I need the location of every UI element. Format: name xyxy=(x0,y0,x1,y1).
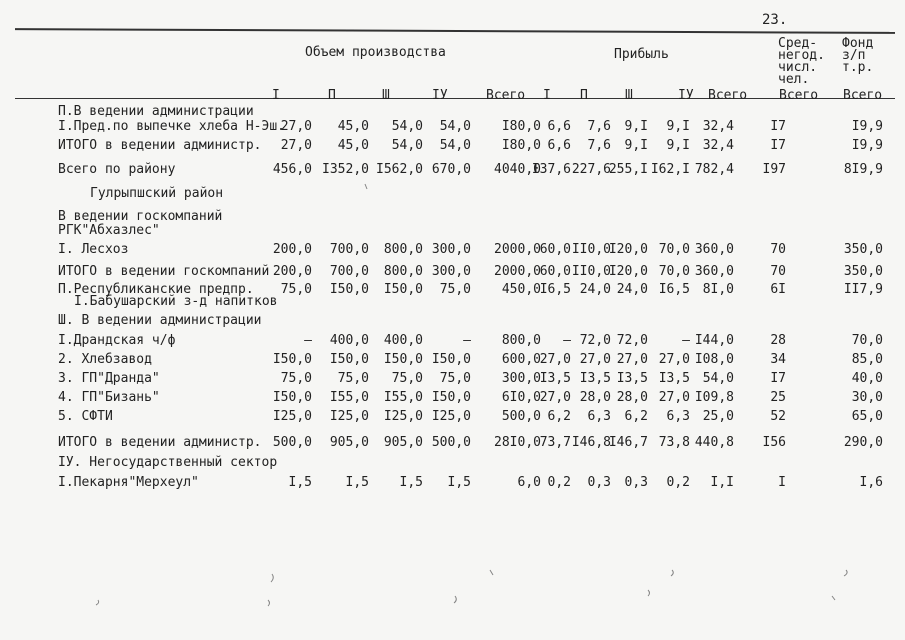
cell-value: 70,0 xyxy=(658,264,690,279)
cell-value: I,5 xyxy=(288,475,312,490)
cell-value: I62,I xyxy=(650,162,690,177)
cell-value: 54,0 xyxy=(439,119,471,134)
cell-value: 27,0 xyxy=(658,352,690,367)
cell-value: 60,0 xyxy=(539,242,571,257)
cell-value: 75,0 xyxy=(337,371,369,386)
enterprise-heading: I.Бабушарский з-д напитков xyxy=(74,294,278,309)
cell-value: I56 xyxy=(762,435,786,450)
cell-value: 0,2 xyxy=(666,475,690,490)
cell-value: I08,0 xyxy=(694,352,734,367)
cell-value: I44,0 xyxy=(694,333,734,348)
cell-value: 70 xyxy=(770,264,786,279)
cell-value: 600,0 xyxy=(501,352,541,367)
col-head: IУ xyxy=(432,88,448,103)
cell-value: 7,6 xyxy=(587,119,611,134)
row-label: I.Драндская ч/ф xyxy=(58,333,176,348)
cell-value: 360,0 xyxy=(694,264,734,279)
cell-value: 65,0 xyxy=(851,409,883,424)
cell-value: 70,0 xyxy=(851,333,883,348)
cell-value: 9,I xyxy=(624,138,648,153)
cell-value: I55,0 xyxy=(329,390,369,405)
cell-value: 800,0 xyxy=(383,264,423,279)
row-label: I.Пред.по выпечке хлеба Н-Эш. xyxy=(58,119,285,134)
cell-value: 24,0 xyxy=(616,282,648,297)
cell-value: 27,0 xyxy=(658,390,690,405)
table-row xyxy=(0,242,905,258)
cell-value: 75,0 xyxy=(439,371,471,386)
cell-value: 400,0 xyxy=(329,333,369,348)
cell-value: I80,0 xyxy=(501,119,541,134)
col-head: IУ xyxy=(678,88,694,103)
cell-value: 30,0 xyxy=(851,390,883,405)
cell-value: 27,0 xyxy=(539,352,571,367)
header-profit: Прибыль xyxy=(614,47,669,62)
cell-value: I25,0 xyxy=(431,409,471,424)
cell-value: 9,I xyxy=(624,119,648,134)
col-head: Всего xyxy=(843,88,883,103)
cell-value: I50,0 xyxy=(329,282,369,297)
col-head: П xyxy=(328,88,336,103)
col-head: Всего xyxy=(779,88,819,103)
row-label: 5. СФТИ xyxy=(58,409,113,424)
cell-value: 6,0 xyxy=(517,475,541,490)
col-head: Ш xyxy=(625,88,633,103)
cell-value: I7 xyxy=(770,119,786,134)
district-heading: Гулрыпшский район xyxy=(90,186,224,201)
cell-value: 0,2 xyxy=(547,475,571,490)
table-row xyxy=(0,409,905,425)
row-label: 2. Хлебзавод xyxy=(58,352,152,367)
cell-value: I3,5 xyxy=(658,371,690,386)
cell-value: I50,0 xyxy=(431,352,471,367)
cell-value: 700,0 xyxy=(329,242,369,257)
cell-value: I09,8 xyxy=(694,390,734,405)
cell-value: 6I xyxy=(770,282,786,297)
cell-value: 28I0,0 xyxy=(494,435,541,450)
cell-value: 360,0 xyxy=(694,242,734,257)
cell-value: 75,0 xyxy=(280,371,312,386)
cell-value: 54,0 xyxy=(391,138,423,153)
cell-value: I7 xyxy=(770,138,786,153)
cell-value: 24,0 xyxy=(579,282,611,297)
cell-value: 73,8 xyxy=(658,435,690,450)
cell-value: 300,0 xyxy=(501,371,541,386)
cell-value: I352,0 xyxy=(322,162,369,177)
cell-value: 6,3 xyxy=(666,409,690,424)
row-label: Всего по району xyxy=(58,162,176,177)
page-number: 23. xyxy=(762,12,788,28)
cell-value: I80,0 xyxy=(501,138,541,153)
cell-value: 500,0 xyxy=(501,409,541,424)
cell-value: 72,0 xyxy=(579,333,611,348)
cell-value: I25,0 xyxy=(329,409,369,424)
cell-value: 782,4 xyxy=(694,162,734,177)
header-rule xyxy=(15,28,895,34)
table-row xyxy=(0,333,905,349)
header-fund xyxy=(842,38,873,74)
cell-value: 27,0 xyxy=(579,352,611,367)
header-volume: Объем производства xyxy=(305,45,446,60)
table-row xyxy=(0,264,905,280)
cell-value: 670,0 xyxy=(431,162,471,177)
cell-value: I50,0 xyxy=(329,352,369,367)
cell-value: I3,5 xyxy=(616,371,648,386)
cell-value: 2000,0 xyxy=(494,242,541,257)
cell-value: 8I,0 xyxy=(702,282,734,297)
cell-value: 6,2 xyxy=(547,409,571,424)
cell-value: – xyxy=(563,333,571,348)
header-staff-line: Сред- xyxy=(778,36,818,51)
row-label: I. Лесхоз xyxy=(58,242,129,257)
table-row xyxy=(0,435,905,451)
cell-value: I6,5 xyxy=(539,282,571,297)
cell-value: 6,6 xyxy=(547,138,571,153)
cell-value: 227,6 xyxy=(571,162,611,177)
cell-value: 905,0 xyxy=(383,435,423,450)
cell-value: 32,4 xyxy=(702,138,734,153)
header-fund-line: Фонд xyxy=(842,36,874,51)
table-row xyxy=(0,162,905,178)
cell-value: 9,I xyxy=(666,138,690,153)
table-row xyxy=(0,138,905,154)
cell-value: I6,5 xyxy=(658,282,690,297)
cell-value: I20,0 xyxy=(608,264,648,279)
col-head: I xyxy=(543,88,551,103)
cell-value: I3,5 xyxy=(579,371,611,386)
cell-value: II0,0 xyxy=(571,264,611,279)
col-head: П xyxy=(580,88,588,103)
section-heading: П.В ведении администрации xyxy=(58,104,254,119)
cell-value: I,I xyxy=(710,475,734,490)
cell-value: 9,I xyxy=(666,119,690,134)
cell-value: I7 xyxy=(770,371,786,386)
table-row xyxy=(0,371,905,387)
col-head: I xyxy=(272,88,280,103)
cell-value: I,6 xyxy=(859,475,883,490)
cell-value: 6,6 xyxy=(547,119,571,134)
header-staff-line: числ. xyxy=(778,60,818,75)
cell-value: 27,0 xyxy=(280,138,312,153)
section-heading: Ш. В ведении администрации xyxy=(58,313,262,328)
cell-value: I46,8 xyxy=(571,435,611,450)
cell-value: – xyxy=(682,333,690,348)
cell-value: 85,0 xyxy=(851,352,883,367)
col-head: Всего xyxy=(486,88,526,103)
row-label: ИТОГО в ведении администр. xyxy=(58,435,262,450)
cell-value: 350,0 xyxy=(843,264,883,279)
cell-value: I46,7 xyxy=(608,435,648,450)
cell-value: 75,0 xyxy=(391,371,423,386)
cell-value: 6I0,0 xyxy=(501,390,541,405)
cell-value: I9,9 xyxy=(851,119,883,134)
cell-value: 500,0 xyxy=(272,435,312,450)
header-staff-line: негод. xyxy=(778,48,825,63)
cell-value: I97 xyxy=(762,162,786,177)
cell-value: I50,0 xyxy=(431,390,471,405)
cell-value: 6,3 xyxy=(587,409,611,424)
cell-value: 200,0 xyxy=(272,242,312,257)
row-label: 3. ГП"Дранда" xyxy=(58,371,160,386)
cell-value: 25,0 xyxy=(702,409,734,424)
cell-value: I50,0 xyxy=(272,390,312,405)
cell-value: I3,5 xyxy=(539,371,571,386)
cell-value: 0,3 xyxy=(587,475,611,490)
section-heading: В ведении госкомпаний xyxy=(58,209,223,224)
cell-value: 54,0 xyxy=(439,138,471,153)
cell-value: I50,0 xyxy=(272,352,312,367)
row-label: ИТОГО в ведении госкомпаний xyxy=(58,264,270,279)
header-fund-line: з/п xyxy=(842,48,866,63)
cell-value: I37,6 xyxy=(531,162,571,177)
cell-value: 4040,0 xyxy=(494,162,541,177)
cell-value: 60,0 xyxy=(539,264,571,279)
cell-value: 70,0 xyxy=(658,242,690,257)
cell-value: 450,0 xyxy=(501,282,541,297)
cell-value: 2000,0 xyxy=(494,264,541,279)
cell-value: 500,0 xyxy=(431,435,471,450)
cell-value: 905,0 xyxy=(329,435,369,450)
cell-value: 700,0 xyxy=(329,264,369,279)
header-staff-line: чел. xyxy=(778,72,810,87)
cell-value: I562,0 xyxy=(376,162,423,177)
cell-value: 72,0 xyxy=(616,333,648,348)
cell-value: 290,0 xyxy=(843,435,883,450)
section-heading: IУ. Негосударственный сектор xyxy=(58,455,278,470)
cell-value: 300,0 xyxy=(431,264,471,279)
cell-value: – xyxy=(304,333,312,348)
cell-value: 40,0 xyxy=(851,371,883,386)
cell-value: 34 xyxy=(770,352,786,367)
cell-value: II7,9 xyxy=(843,282,883,297)
cell-value: 75,0 xyxy=(439,282,471,297)
cell-value: 27,0 xyxy=(280,119,312,134)
cell-value: II0,0 xyxy=(571,242,611,257)
cell-value: 32,4 xyxy=(702,119,734,134)
cell-value: – xyxy=(463,333,471,348)
cell-value: I50,0 xyxy=(383,282,423,297)
cell-value: 8I9,9 xyxy=(843,162,883,177)
cell-value: I55,0 xyxy=(383,390,423,405)
cell-value: 400,0 xyxy=(383,333,423,348)
header-staff xyxy=(778,38,825,86)
company-heading: РГК"Абхазлес" xyxy=(58,223,160,238)
row-label: ИТОГО в ведении администр. xyxy=(58,138,262,153)
cell-value: 255,I xyxy=(608,162,648,177)
cell-value: I xyxy=(778,475,786,490)
cell-value: 45,0 xyxy=(337,119,369,134)
row-label: 4. ГП"Бизань" xyxy=(58,390,160,405)
cell-value: 800,0 xyxy=(383,242,423,257)
cell-value: I50,0 xyxy=(383,352,423,367)
cell-value: 27,0 xyxy=(539,390,571,405)
table-row xyxy=(0,282,905,298)
cell-value: 70 xyxy=(770,242,786,257)
cell-value: 28 xyxy=(770,333,786,348)
cell-value: 0,3 xyxy=(624,475,648,490)
cell-value: 25 xyxy=(770,390,786,405)
row-label: I.Пекарня"Мерхеул" xyxy=(58,475,199,490)
cell-value: 456,0 xyxy=(272,162,312,177)
cell-value: 28,0 xyxy=(579,390,611,405)
cell-value: 350,0 xyxy=(843,242,883,257)
cell-value: 54,0 xyxy=(702,371,734,386)
cell-value: 27,0 xyxy=(616,352,648,367)
header-fund-line: т.р. xyxy=(842,60,874,75)
cell-value: 7,6 xyxy=(587,138,611,153)
cell-value: 440,8 xyxy=(694,435,734,450)
cell-value: I,5 xyxy=(399,475,423,490)
cell-value: I,5 xyxy=(345,475,369,490)
cell-value: 45,0 xyxy=(337,138,369,153)
cell-value: 200,0 xyxy=(272,264,312,279)
cell-value: 75,0 xyxy=(280,282,312,297)
table-row xyxy=(0,475,905,491)
cell-value: I20,0 xyxy=(608,242,648,257)
cell-value: I25,0 xyxy=(383,409,423,424)
row-label: П.Республиканские предпр. xyxy=(58,282,254,297)
table-row xyxy=(0,352,905,368)
col-head: Всего xyxy=(708,88,748,103)
table-row xyxy=(0,119,905,135)
col-head: Ш xyxy=(382,88,390,103)
cell-value: 28,0 xyxy=(616,390,648,405)
cell-value: 73,7 xyxy=(539,435,571,450)
cell-value: 800,0 xyxy=(501,333,541,348)
cell-value: I25,0 xyxy=(272,409,312,424)
cell-value: 54,0 xyxy=(391,119,423,134)
cell-value: I,5 xyxy=(447,475,471,490)
cell-value: I9,9 xyxy=(851,138,883,153)
cell-value: 52 xyxy=(770,409,786,424)
table-row xyxy=(0,390,905,406)
cell-value: 300,0 xyxy=(431,242,471,257)
cell-value: 6,2 xyxy=(624,409,648,424)
column-head-rule xyxy=(15,98,895,99)
